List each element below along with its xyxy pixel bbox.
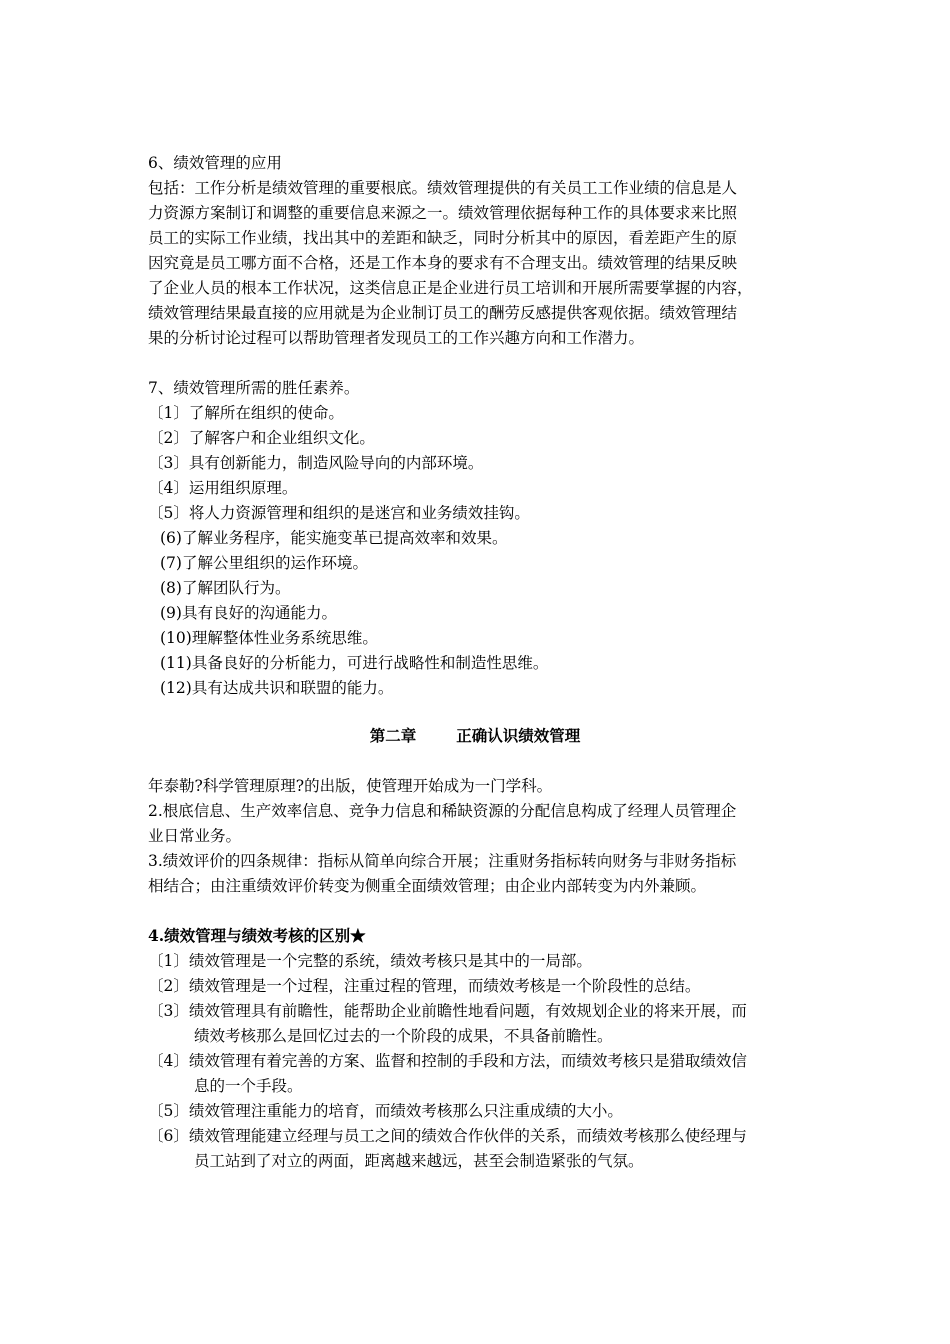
section6-line-3: 员工的实际工作业绩，找出其中的差距和缺乏，同时分析其中的原因，看差距产生的原 [148,229,738,247]
section7-item-12: (12)具有达成共识和联盟的能力。 [160,679,394,697]
chapter-point-3: 3.绩效评价的四条规律：指标从简单向综合开展；注重财务指标转向财务与非财务指标 [148,852,737,870]
section4-line-6: 〔6〕绩效管理能建立经理与员工之间的绩效合作伙伴的关系，而绩效考核那么使经理与 [148,1127,747,1145]
section7-item-9: (9)具有良好的沟通能力。 [160,604,337,622]
section7-item-5: 〔5〕将人力资源管理和组织的是迷宫和业务绩效挂钩。 [148,504,530,522]
section6-line-6: 绩效管理结果最直接的应用就是为企业制订员工的酬劳反感提供客观依据。绩效管理结 [148,304,738,322]
section4-line-3-cont: 绩效考核那么是回忆过去的一个阶段的成果，不具备前瞻性。 [194,1027,613,1045]
section4-line-3: 〔3〕绩效管理具有前瞻性，能帮助企业前瞻性地看问题，有效规划企业的将来开展，而 [148,1002,747,1020]
chapter-point-2-cont: 业日常业务。 [148,827,242,845]
section6-line-7: 果的分析讨论过程可以帮助管理者发现员工的工作兴趣方向和工作潜力。 [148,329,645,347]
section7-item-4: 〔4〕运用组织原理。 [148,479,298,497]
section4-line-1: 〔1〕绩效管理是一个完整的系统，绩效考核只是其中的一局部。 [148,952,592,970]
section4-line-4-cont: 息的一个手段。 [194,1077,303,1095]
section7-item-10: (10)理解整体性业务系统思维。 [160,629,378,647]
section7-item-6: (6)了解业务程序，能实施变革已提高效率和效果。 [160,529,508,547]
chapter-title: 正确认识绩效管理 [456,726,581,745]
section4-line-6-cont: 员工站到了对立的两面，距离越来越远，甚至会制造紧张的气氛。 [194,1152,644,1170]
chapter-number: 第二章 [369,726,417,745]
section7-item-7: (7)了解公里组织的运作环境。 [160,554,368,572]
section7-item-8: (8)了解团队行为。 [160,579,291,597]
section7-item-3: 〔3〕具有创新能力，制造风险导向的内部环境。 [148,454,484,472]
section6-line-1: 包括：工作分析是绩效管理的重要根底。绩效管理提供的有关员工工作业绩的信息是人 [148,179,738,197]
section7-item-11: (11)具备良好的分析能力，可进行战略性和制造性思维。 [160,654,549,672]
section7-heading: 7、绩效管理所需的胜任素养。 [148,379,360,397]
section6-line-2: 力资源方案制订和调整的重要信息来源之一。绩效管理依据每种工作的具体要求来比照 [148,204,738,222]
section4-heading: 4.绩效管理与绩效考核的区别★ [148,926,366,945]
section6-line-4: 因究竟是员工哪方面不合格，还是工作本身的要求有不合理支出。绩效管理的结果反映 [148,254,738,272]
chapter-point-1: 年泰勒?科学管理原理?的出版，使管理开始成为一门学科。 [148,777,553,795]
chapter-point-2: 2.根底信息、生产效率信息、竞争力信息和稀缺资源的分配信息构成了经理人员管理企 [148,802,737,820]
section6-line-5: 了企业人员的根本工作状况，这类信息正是企业进行员工培训和开展所需要掌握的内容， [148,279,753,297]
section7-item-2: 〔2〕了解客户和企业组织文化。 [148,429,375,447]
section7-item-1: 〔1〕了解所在组织的使命。 [148,404,344,422]
section4-line-4: 〔4〕绩效管理有着完善的方案、监督和控制的手段和方法，而绩效考核只是猎取绩效信 [148,1052,747,1070]
section4-line-2: 〔2〕绩效管理是一个过程，注重过程的管理，而绩效考核是一个阶段性的总结。 [148,977,701,995]
chapter-heading [0,726,950,746]
section4-line-5: 〔5〕绩效管理注重能力的培育，而绩效考核那么只注重成绩的大小。 [148,1102,623,1120]
section6-heading: 6、绩效管理的应用 [148,154,282,172]
chapter-point-3-cont: 相结合；由注重绩效评价转变为侧重全面绩效管理；由企业内部转变为内外兼顾。 [148,877,707,895]
